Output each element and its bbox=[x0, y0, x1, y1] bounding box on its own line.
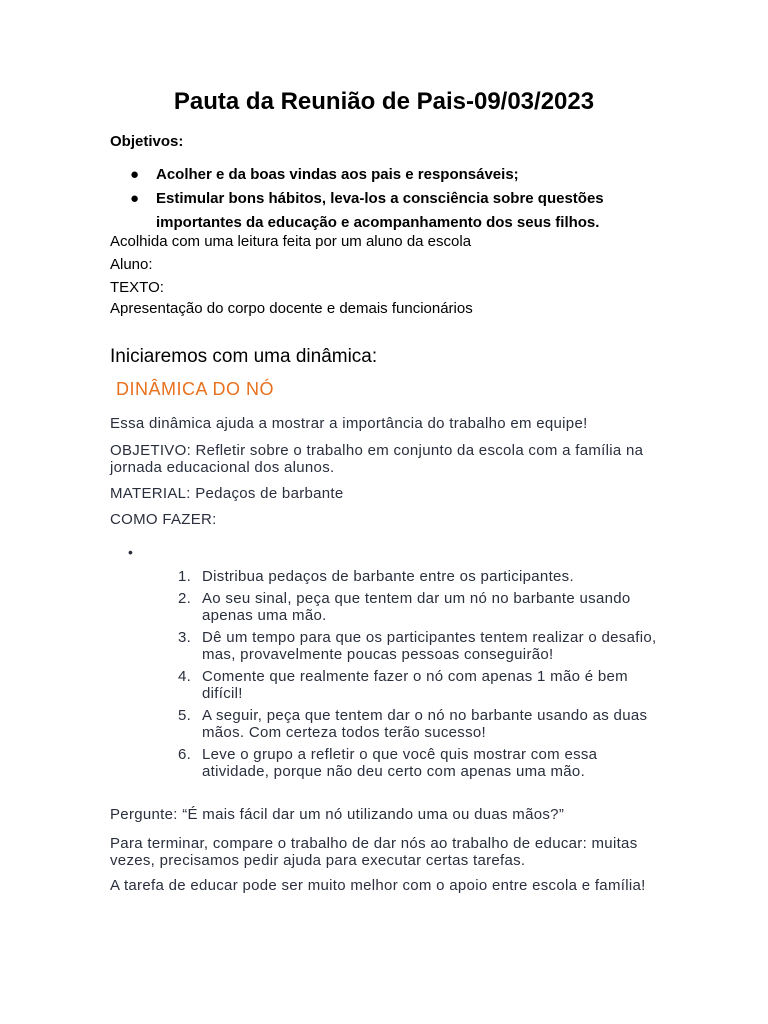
bullet-dot-icon: ● bbox=[130, 190, 140, 207]
objetivos-item bbox=[110, 187, 670, 235]
step-item bbox=[178, 746, 658, 780]
bullet-dot-icon: ● bbox=[130, 166, 140, 183]
step-text: Leve o grupo a refletir o que você quis mostrar com essa atividade, porque não deu certo com apenas uma mão. bbox=[202, 746, 598, 780]
empty-bullet-icon: • bbox=[128, 544, 133, 560]
step-text: Distribua pedaços de barbante entre os participantes. bbox=[202, 568, 574, 585]
objetivos-item-text: Estimular bons hábitos, leva-los a consciência sobre questões importantes da educação e acompanhamento dos seus filhos. bbox=[156, 190, 604, 231]
aluno-line: Aluno: bbox=[110, 256, 153, 273]
dinamica-objetivo: OBJETIVO: Refletir sobre o trabalho em conjunto da escola com a família na jornada educacional dos alunos. bbox=[110, 442, 644, 476]
dinamica-como-fazer: COMO FAZER: bbox=[110, 511, 217, 528]
step-text: Ao seu sinal, peça que tentem dar um nó no barbante usando apenas uma mão. bbox=[202, 590, 631, 624]
tarefa-paragraph: A tarefa de educar pode ser muito melhor com o apoio entre escola e família! bbox=[110, 877, 646, 894]
step-item bbox=[178, 629, 658, 663]
step-item bbox=[178, 590, 658, 624]
terminar-paragraph: Para terminar, compare o trabalho de dar nós ao trabalho de educar: muitas vezes, precisamos pedir ajuda para executar certas tarefas. bbox=[110, 835, 638, 869]
step-number: 5. bbox=[178, 707, 192, 724]
objetivos-item-text: Acolher e da boas vindas aos pais e responsáveis; bbox=[156, 166, 519, 183]
iniciaremos-line: Iniciaremos com uma dinâmica: bbox=[110, 346, 378, 367]
objetivos-list bbox=[110, 163, 670, 235]
texto-line: TEXTO: bbox=[110, 279, 164, 296]
step-text: A seguir, peça que tentem dar o nó no barbante usando as duas mãos. Com certeza todos terão sucesso! bbox=[202, 707, 648, 741]
objetivos-item bbox=[110, 163, 670, 187]
steps-list bbox=[178, 568, 658, 785]
step-item bbox=[178, 568, 658, 585]
dinamica-intro: Essa dinâmica ajuda a mostrar a importância do trabalho em equipe! bbox=[110, 415, 588, 432]
acolhida-line: Acolhida com uma leitura feita por um aluno da escola bbox=[110, 233, 472, 250]
page-title: Pauta da Reunião de Pais-09/03/2023 bbox=[173, 88, 595, 115]
step-number: 4. bbox=[178, 668, 192, 685]
pergunte-line: Pergunte: “É mais fácil dar um nó utilizando uma ou duas mãos?” bbox=[110, 806, 565, 823]
step-number: 6. bbox=[178, 746, 192, 763]
step-number: 3. bbox=[178, 629, 192, 646]
step-text: Dê um tempo para que os participantes tentem realizar o desafio, mas, provavelmente poucas pessoas conseguirão! bbox=[202, 629, 657, 663]
dinamica-heading: DINÂMICA DO NÓ bbox=[116, 379, 275, 399]
step-number: 1. bbox=[178, 568, 192, 585]
step-text: Comente que realmente fazer o nó com apenas 1 mão é bem difícil! bbox=[202, 668, 628, 702]
objetivos-label: Objetivos: bbox=[110, 133, 184, 150]
step-number: 2. bbox=[178, 590, 192, 607]
apresentacao-line: Apresentação do corpo docente e demais funcionários bbox=[110, 300, 473, 317]
step-item bbox=[178, 668, 658, 702]
dinamica-material: MATERIAL: Pedaços de barbante bbox=[110, 485, 344, 502]
step-item bbox=[178, 707, 658, 741]
